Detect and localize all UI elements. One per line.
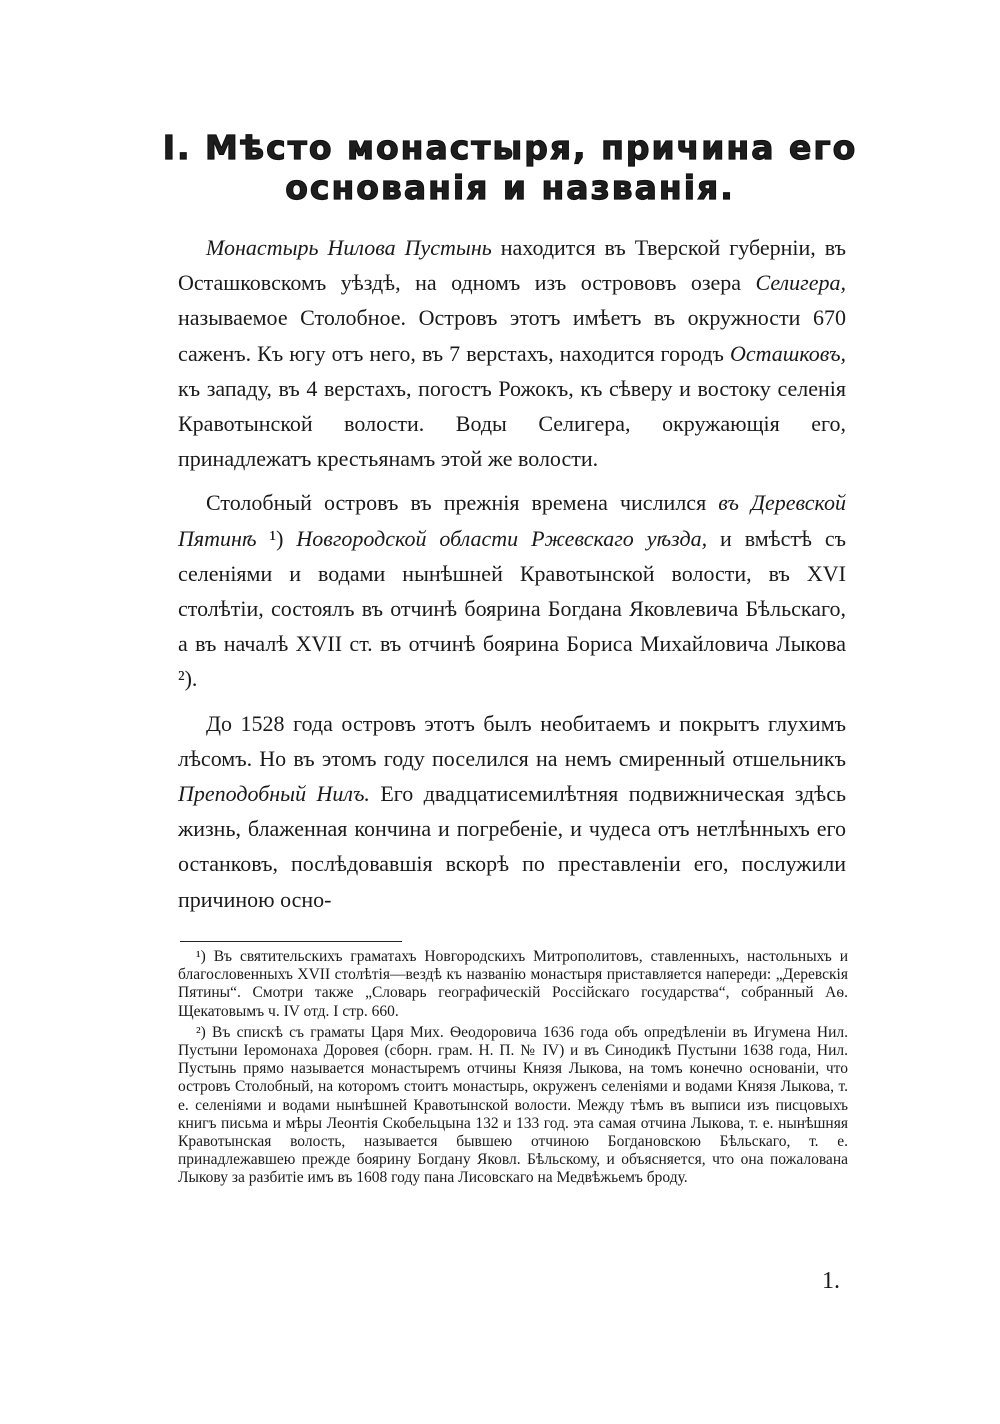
text-run: Его двадцатисемилѣтняя подвижническая здѣсь жизнь, блаженная кончина и погребеніе, и чудеса отъ нетлѣнныхъ его останковъ, послѣдовавшія вскорѣ по преставленіи его, послужили причиною осно- [178,781,846,912]
main-text [178,230,846,917]
chapter-heading [150,128,870,208]
text-run: До 1528 года островъ этотъ былъ необитаемъ и покрытъ глухимъ лѣсомъ. Но въ этомъ году поселился на немъ смиренный отшельникъ [178,710,846,771]
italic-text: въ Деревской Пятинѣ [178,490,846,551]
footnote-1: ¹) Въ святительскихъ граматахъ Новгородскихъ Митрополитовъ, ставленныхъ, настольныхъ и благословенныхъ XVII столѣтія—вездѣ къ названію монастыря приставляется напереди: „Деревскія Пятины“. Смотри также „Словарь географическій Россійскаго государства“, собранный Аѳ. Щекатовымъ ч. IV отд. I стр. 660. [178,948,848,1020]
text-run: и вмѣстѣ съ селеніями и водами нынѣшней Кравотынской волости, въ XVI столѣтіи, состоялъ въ отчинѣ боярина Богдана Яковлевича Бѣльскаго, а въ началѣ XVII ст. въ отчинѣ боярина Бориса Михайловича Лыкова ²). [178,525,847,692]
text-run: находится въ Тверской губерніи, въ Осташковскомъ уѣздѣ, на одномъ изъ острововъ озера [178,235,846,296]
italic-text: Монастырь Нилова Пустынь [206,235,492,260]
italic-text: Преподобный Нилъ. [178,781,370,807]
heading-line-1: I. Мѣсто монастыря, причина его [162,128,858,167]
footnote-ref: ¹) [256,525,297,551]
footnote-divider [180,941,402,942]
footnotes [178,948,848,1188]
italic-text: Осташковъ, [729,340,846,366]
text-run: Столобный островъ въ прежнія времена числился [206,490,719,516]
footnote-2: ²) Въ спискѣ съ граматы Царя Мих. Ѳеодоровича 1636 года объ опредѣленіи въ Игумена Нил. Пустыни Іеромонаха Доровея (сборн. грам. Н. П. № IV) и въ Синодикѣ Пустыни 1638 года, Нил. Пустынь прямо называется монастыремъ отчины Князя Лыкова, на томъ конечно основаніи, что островъ Столобный, на которомъ стоитъ монастырь, окруженъ селеніями и водами Князя Лыкова, т. е. селеніями и водами нынѣшней Кравотынской волости. Между тѣмъ въ выписи изъ писцовыхъ книгъ письма и мѣры Леонтія Скобельцына 132 и 133 год. эта самая отчина Лыкова, т. е. нынѣшняя Кравотынская волость, называется бывшею отчиною Богдановскою Бѣльскаго, т. е. принадлежавшею прежде боярину Богдану Яковл. Бѣльскому, и объясняется, что она пожалована Лыкову за разбитіе имъ въ 1608 году пана Лисовскаго на Медвѣжьемъ броду. [178,1023,848,1187]
page-number: 1. [822,1268,840,1294]
heading-line-2: основанія и названія. [285,168,735,207]
text-run: къ западу, въ 4 верстахъ, погостъ Рожокъ, къ сѣверу и востоку селенія Кравотынской волости. Воды Селигера, окружающія его, принадлежатъ крестьянамъ этой же волости. [178,375,846,472]
italic-text: Новгородской области Ржевскаго уѣзда, [296,525,708,551]
paragraph-3 [178,706,846,917]
paragraph-1 [178,230,846,476]
paragraph-2 [178,485,846,696]
italic-text: Селигера, [755,270,846,296]
text-run: называемое Столобное. Островъ этотъ имѣетъ въ окружности 670 саженъ. Къ югу отъ него, въ 7 верстахъ, находится городъ [178,305,846,366]
